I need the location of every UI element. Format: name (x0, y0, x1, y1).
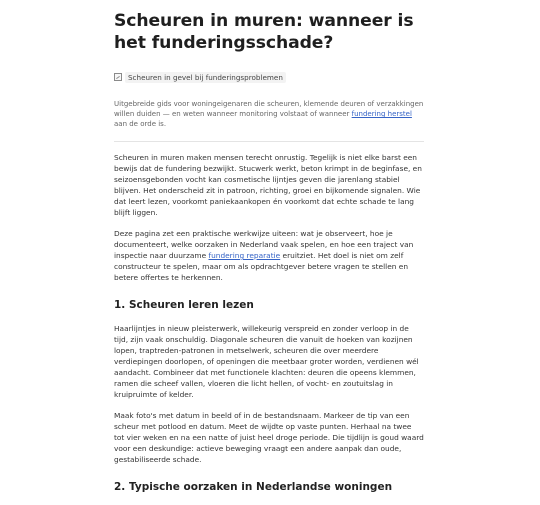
section-1-paragraph-2: Maak foto's met datum in beeld of in de bestandsnaam. Markeer de tip van een scheur met potlood en datum. Meet de wijdte op vaste punten. Herhaal na twee tot vier weken en na een natte of juist heel droge periode. Die tijdlijn is goud waard voor een deskundige: actieve beweging vraagt een andere aanpak dan oude, gestabiliseerde schade. (114, 411, 424, 464)
lead-text-after-link: aan de orde is. (114, 120, 167, 128)
intro-paragraph-1: Scheuren in muren maken mensen terecht onrustig. Tegelijk is niet elke barst een bewijs dat de fundering bezwijkt. Stucwerk werkt, beton krimpt in de beginfase, en seizoensgebonden vocht kan cosmetische lijntjes geven die jarenlang stabiel blijven. Het onderscheid zit in patroon, richting, groei en bijkomende signalen. Wie dat leert lezen, voorkomt paniekaankopen én voorkomt dat echte schade te lang blijft liggen. (114, 153, 422, 217)
section-1-heading: 1. Scheuren leren lezen (114, 299, 254, 311)
lead-paragraph (114, 99, 424, 129)
fundering-reparatie-link[interactable]: fundering reparatie (208, 251, 281, 260)
hero-image (114, 68, 424, 86)
page-title: Scheuren in muren: wanneer is het funderingsschade? (114, 11, 414, 53)
divider (114, 141, 424, 142)
article (114, 10, 424, 505)
lead-text-before-link: Uitgebreide gids voor woningeigenaren die scheuren, klemende deuren of verzakkingen willen duiden — en weten wanneer monitoring volstaat of wanneer (114, 100, 424, 118)
section-1-paragraph-1: Haarlijntjes in nieuw pleisterwerk, willekeurig verspreid en zonder verloop in de tijd, zijn vaak onschuldig. Diagonale scheuren die vanuit de hoeken van kozijnen lopen, traptreden-patronen in metselwerk, scheuren die over meerdere verdiepingen doorlopen, of openingen die meetbaar groter worden, verdienen wél aandacht. Combineer dat met functionele klachten: deuren die opeens klemmen, ramen die scheef vallen, vloeren die licht hellen, of vocht- en zoutuitslag in kruipruimte of kelder. (114, 324, 419, 399)
fundering-herstel-link[interactable]: fundering herstel (351, 110, 412, 118)
intro-2-text-before-link: Deze pagina zet een praktische werkwijze uiteen: wat je observeert, hoe je documenteert, welke oorzaken in Nederland vaak spelen, en hoe een traject van inspectie naar duurzame (114, 229, 414, 260)
broken-image-icon (114, 73, 122, 81)
section-2-heading: 2. Typische oorzaken in Nederlandse woningen (114, 481, 393, 493)
intro-paragraph-2 (114, 228, 424, 283)
image-alt-text: Scheuren in gevel bij funderingsproblemen (125, 72, 286, 83)
intro-2-text-after-link: eruitziet. Het doel is niet om zelf constructeur te spelen, maar om als opdrachtgever betere vragen te stellen en betere offertes te herkennen. (114, 251, 409, 282)
